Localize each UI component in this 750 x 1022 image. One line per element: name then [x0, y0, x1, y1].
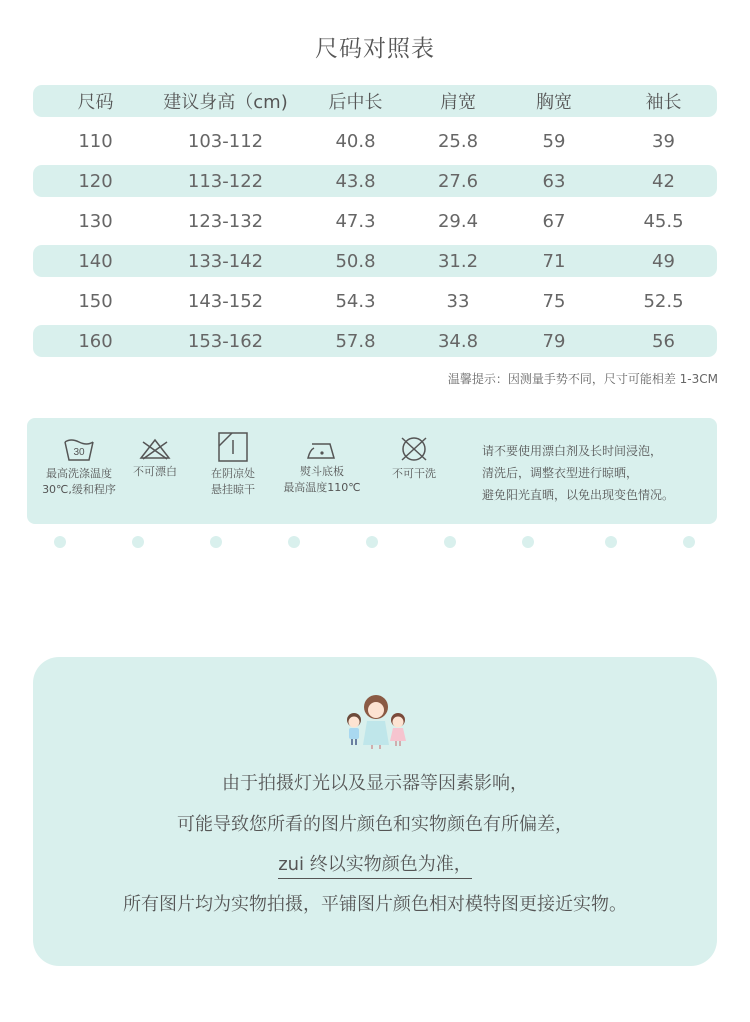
decorative-dot [54, 536, 66, 548]
wash-temp-badge: 30 [73, 447, 85, 458]
header-cell: 建议身高（cm) [163, 92, 288, 113]
care-text-line: 避免阳光直晒，以免出现变色情况。 [482, 488, 675, 502]
care-item-dryclean [382, 436, 446, 482]
size-table [33, 85, 717, 365]
dry-in-shade-icon [218, 432, 248, 462]
care-label: 在阴凉处 [211, 467, 255, 480]
iron-icon [306, 440, 338, 460]
care-item-dry [197, 432, 269, 498]
page-title: 尺码对照表 [315, 36, 435, 62]
table-cell: 123-132 [187, 210, 264, 232]
decorative-dot [366, 536, 378, 548]
table-cell: 27.6 [437, 170, 479, 192]
table-cell: 67 [542, 210, 566, 232]
table-cell: 43.8 [335, 170, 376, 192]
table-cell: 143-152 [187, 290, 264, 312]
decorative-dots [0, 536, 750, 552]
table-cell: 33 [446, 290, 470, 312]
care-text [482, 440, 674, 506]
table-cell: 54.3 [335, 290, 376, 312]
table-cell: 153-162 [187, 330, 264, 352]
no-dry-clean-icon [399, 436, 429, 462]
disclaimer-line: 由于拍摄灯光以及显示器等因素影响， [222, 773, 528, 794]
wash-30-icon [63, 436, 95, 462]
table-cell: 50.8 [335, 250, 376, 272]
table-cell: 39 [652, 130, 675, 152]
table-cell: 57.8 [335, 330, 376, 352]
no-bleach-icon [139, 438, 171, 460]
header-cell: 肩宽 [440, 92, 476, 113]
care-item-bleach [125, 438, 185, 480]
table-cell: 71 [542, 250, 566, 272]
table-cell: 47.3 [335, 210, 376, 232]
header-cell: 后中长 [328, 92, 383, 113]
table-cell: 59 [542, 130, 566, 152]
care-label: 不可干洗 [392, 467, 436, 480]
table-cell: 133-142 [187, 250, 264, 272]
table-cell: 113-122 [187, 170, 264, 192]
table-cell: 75 [542, 290, 566, 312]
disclaimer-line: 所有图片均为实物拍摄，平铺图片颜色相对模特图更接近实物。 [123, 894, 627, 915]
care-label: 不可漂白 [133, 465, 177, 478]
family-mascot-icon [339, 693, 413, 749]
table-cell: 130 [78, 210, 113, 232]
care-instructions-panel [27, 418, 717, 524]
disclaimer-line-wrap [33, 850, 717, 876]
table-cell: 150 [78, 290, 113, 312]
header-cell: 袖长 [645, 92, 682, 113]
table-cell: 140 [78, 250, 113, 272]
header-cell: 尺码 [77, 92, 114, 113]
care-item-wash [37, 436, 121, 498]
decorative-dot [522, 536, 534, 548]
table-cell: 40.8 [335, 130, 376, 152]
table-cell: 29.4 [437, 210, 479, 232]
disclaimer-line: 可能导致您所看的图片颜色和实物颜色有所偏差， [177, 814, 573, 835]
table-header-row [33, 85, 717, 117]
table-cell: 160 [78, 330, 113, 352]
table-cell: 63 [542, 170, 566, 192]
disclaimer-line: zui 终以实物颜色为准， [278, 854, 472, 879]
measurement-note: 温馨提示：因测量手势不同，尺寸可能相差 1-3CM [447, 372, 718, 386]
table-cell: 79 [542, 330, 566, 352]
table-row [33, 325, 717, 357]
table-row [33, 165, 717, 197]
table-cell: 110 [78, 130, 113, 152]
care-label: 悬挂晾干 [211, 483, 255, 496]
table-cell: 45.5 [643, 210, 684, 232]
care-text-line: 请不要使用漂白剂及长时间浸泡， [482, 444, 663, 458]
decorative-dot [683, 536, 695, 548]
decorative-dot [288, 536, 300, 548]
table-row [33, 205, 717, 237]
table-row [33, 285, 717, 317]
header-cell: 胸宽 [536, 92, 572, 113]
decorative-dot [605, 536, 617, 548]
table-cell: 49 [652, 250, 675, 272]
table-cell: 120 [78, 170, 113, 192]
decorative-dot [210, 536, 222, 548]
table-row [33, 125, 717, 157]
table-cell: 34.8 [437, 330, 479, 352]
care-label: 最高洗涤温度 [46, 467, 112, 480]
table-cell: 103-112 [187, 130, 264, 152]
care-label: 30℃,缓和程序 [42, 483, 116, 496]
care-label: 最高温度110℃ [283, 481, 361, 494]
table-row [33, 245, 717, 277]
table-cell: 52.5 [643, 290, 684, 312]
table-cell: 56 [652, 330, 675, 352]
table-cell: 31.2 [437, 250, 479, 272]
table-cell: 25.8 [437, 130, 479, 152]
decorative-dot [132, 536, 144, 548]
care-item-iron [272, 440, 372, 496]
care-text-line: 清洗后，调整衣型进行晾晒， [482, 466, 639, 480]
care-label: 熨斗底板 [300, 465, 344, 478]
decorative-dot [444, 536, 456, 548]
table-cell: 42 [652, 170, 675, 192]
disclaimer-card [33, 657, 717, 966]
